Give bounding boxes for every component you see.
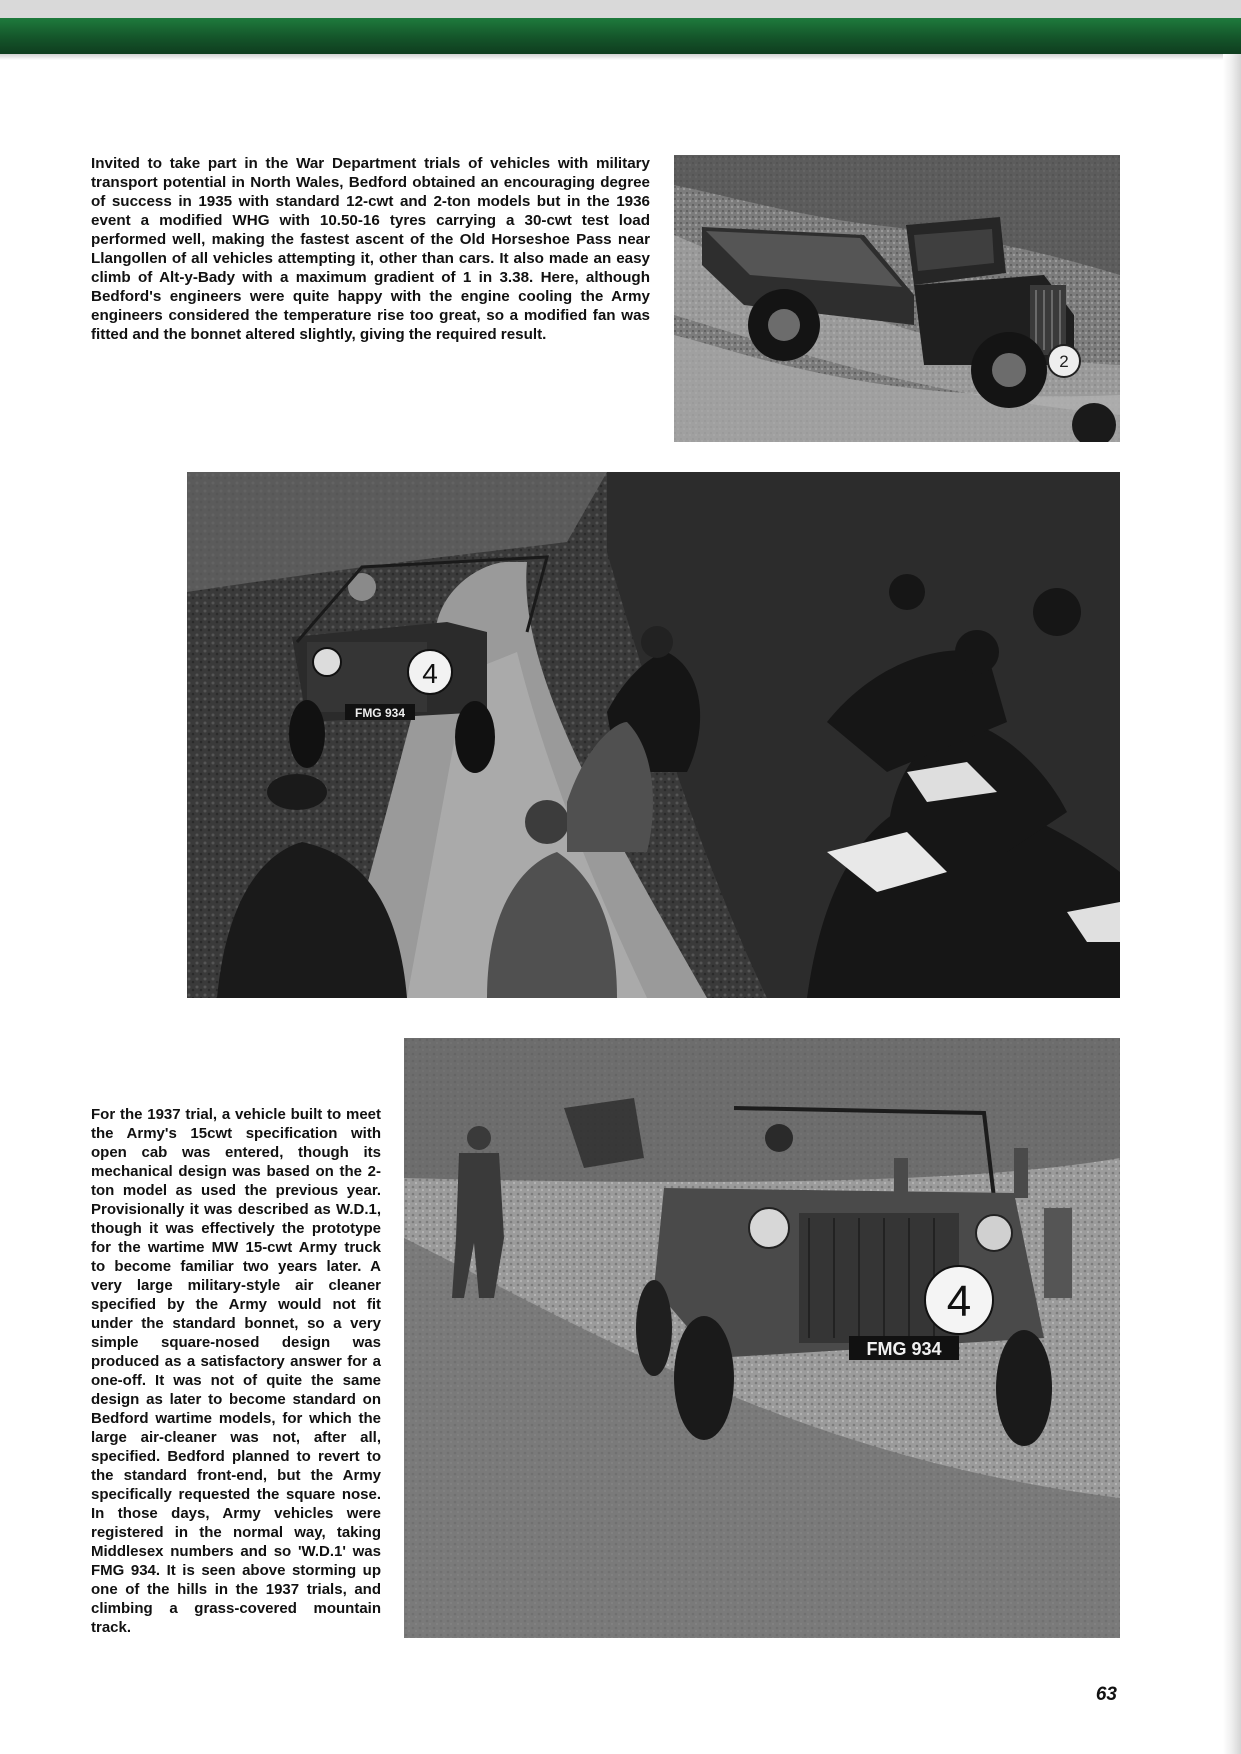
- page-number: 63: [1095, 1684, 1117, 1705]
- vehicle-plate-1: FMG 934: [354, 706, 406, 720]
- photo-wd1-mountain-track: [404, 1038, 1120, 1638]
- photo-bedford-truck-climbing: [674, 155, 1120, 442]
- truck-door-number: 2: [1059, 352, 1069, 371]
- page-edge-shadow: [1223, 54, 1241, 1754]
- green-page-band: [0, 18, 1241, 54]
- photo-spectators-watching-wd1: [187, 472, 1120, 998]
- caption-paragraph: For the 1937 trial, a vehicle built to meet the Army's 15cwt specification with open cab was entered, though its mechanical design was based on the 2-ton model as used the previous year. Provisionally it was described as W.D.1, though it was effectively the prototype for the wartime MW 15-cwt Army truck to become familiar two years later. A very large military-style air cleaner specified by the Army would not fit under the standard bonnet, so a very simple square-nosed design was produced as a satisfactory answer for a one-off. It was not of quite the same design as later to become standard on Bedford wartime models, for which the large air-cleaner was not, after all, specified. Bedford planned to revert to the standard front-end, but the Army specifically requested the square nose. In those days, Army vehicles were registered in the normal way, taking Middlesex numbers and so 'W.D.1' was FMG 934. It is seen above storming up one of the hills in the 1937 trials, and climbing a grass-covered mountain track.: [91, 1106, 381, 1636]
- vehicle-plate-2: FMG 934: [866, 1339, 942, 1359]
- vehicle-race-number-1: 4: [422, 658, 438, 689]
- intro-paragraph: Invited to take part in the War Department trials of vehicles with military transport potential in North Wales, Bedford obtained an encouraging degree of success in 1935 with standard 12-cwt and 2-ton models but in the 1936 event a modified WHG with 10.50-16 tyres carrying a 30-cwt test load performed well, making the fastest ascent of the Old Horseshoe Pass near Llangollen of all vehicles attempting it, other than cars. It also made an easy climb of Alt-y-Bady with a maximum gradient of 1 in 3.38. Here, although Bedford's engineers were quite happy with the engine cooling the Army engineers considered the temperature rise too great, so a modified fan was fitted and the bonnet altered slightly, giving the required result.: [91, 155, 650, 343]
- vehicle-race-number-2: 4: [946, 1277, 972, 1326]
- scan-margin-top: [0, 0, 1241, 18]
